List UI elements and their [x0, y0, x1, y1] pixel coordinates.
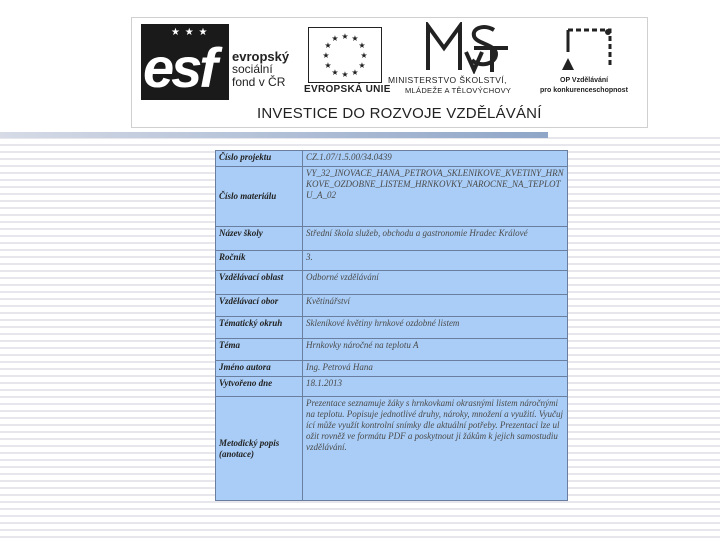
svg-text:★: ★	[351, 68, 359, 77]
svg-text:★: ★	[324, 61, 332, 70]
row-value: VY_32_INOVACE_HANA_PETROVA_SKLENIKOVE_KVETINY_HRNKOVE_OZDOBNE_LISTEM_HRNKOVKY_NAROCNE_NA_TEPLOTU_A_02	[303, 167, 568, 227]
esf-caption	[232, 50, 289, 89]
row-label: Vzdělávací oblast	[216, 271, 303, 295]
table-row	[216, 361, 568, 377]
row-value: Střední škola služeb, obchodu a gastronomie Hradec Králové	[303, 227, 568, 251]
banner-slogan: INVESTICE DO ROZVOJE VZDĚLÁVÁNÍ	[257, 105, 542, 122]
row-label: Název školy	[216, 227, 303, 251]
esf-caption-line2: sociální	[232, 62, 273, 76]
row-label: Číslo projektu	[216, 151, 303, 167]
svg-text:★: ★	[322, 51, 330, 60]
table-row	[216, 317, 568, 339]
header-banner	[131, 17, 648, 128]
table-row	[216, 271, 568, 295]
row-value: Ing. Petrová Hana	[303, 361, 568, 377]
table-row	[216, 151, 568, 167]
eu-flag-icon	[308, 27, 382, 83]
table-row	[216, 295, 568, 317]
table-row	[216, 167, 568, 227]
svg-text:★: ★	[358, 61, 366, 70]
table-row	[216, 397, 568, 501]
row-label: Metodický popis (anotace)	[216, 397, 303, 501]
esf-stars-icon: ★ ★ ★	[171, 27, 209, 38]
row-label: Jméno autora	[216, 361, 303, 377]
row-label: Vytvořeno dne	[216, 377, 303, 397]
svg-text:★: ★	[358, 41, 366, 50]
row-value: Květinářství	[303, 295, 568, 317]
svg-text:★: ★	[351, 34, 359, 43]
esf-caption-line1: evropský	[232, 49, 290, 64]
msmt-logo-icon	[422, 22, 512, 74]
eu-label: EVROPSKÁ UNIE	[304, 84, 391, 95]
op-label-line2: pro konkurenceschopnost	[540, 87, 628, 94]
esf-logo-text: esf	[143, 36, 215, 99]
table-row	[216, 339, 568, 361]
row-value: Odborné vzdělávání	[303, 271, 568, 295]
svg-text:★: ★	[341, 70, 349, 79]
row-label: Číslo materiálu	[216, 167, 303, 227]
row-value: Prezentace seznamuje žáky s hrnkovkami okrasnými listem náročnými na teplotu. Popisuje jednotlivé druhy, nároky, množení a využití. Vyučující může využít kontrolní snímky dle aktuální potřeby. Prezentaci lze uložit rovněž ve formátu PDF a poskytnout ji žákům k jejich samostudiu vzdělávání.	[303, 397, 568, 501]
svg-text:★: ★	[331, 68, 339, 77]
row-label: Vzdělávací obor	[216, 295, 303, 317]
svg-text:★: ★	[360, 51, 368, 60]
table-row	[216, 377, 568, 397]
op-label-line1: OP Vzdělávání	[560, 77, 609, 84]
msmt-label-line2: MLÁDEŽE A TĚLOVÝCHOVY	[405, 86, 512, 95]
esf-caption-line3: fond v ČR	[232, 75, 286, 89]
esf-logo	[141, 24, 229, 100]
project-info-table	[215, 150, 568, 501]
table-row	[216, 251, 568, 271]
row-label: Tématický okruh	[216, 317, 303, 339]
row-value: Hrnkovky náročné na teplotu A	[303, 339, 568, 361]
svg-text:★: ★	[341, 32, 349, 41]
svg-text:★: ★	[324, 41, 332, 50]
op-logo-icon	[560, 22, 620, 74]
table-row	[216, 227, 568, 251]
svg-text:★: ★	[331, 34, 339, 43]
row-value: 18.1.2013	[303, 377, 568, 397]
row-value: Skleníkové květiny hrnkové ozdobné listem	[303, 317, 568, 339]
row-value: CZ.1.07/1.5.00/34.0439	[303, 151, 568, 167]
row-label: Ročník	[216, 251, 303, 271]
msmt-label-line1: MINISTERSTVO ŠKOLSTVÍ,	[388, 75, 507, 85]
row-value: 3.	[303, 251, 568, 271]
row-label: Téma	[216, 339, 303, 361]
accent-bar	[0, 132, 548, 138]
